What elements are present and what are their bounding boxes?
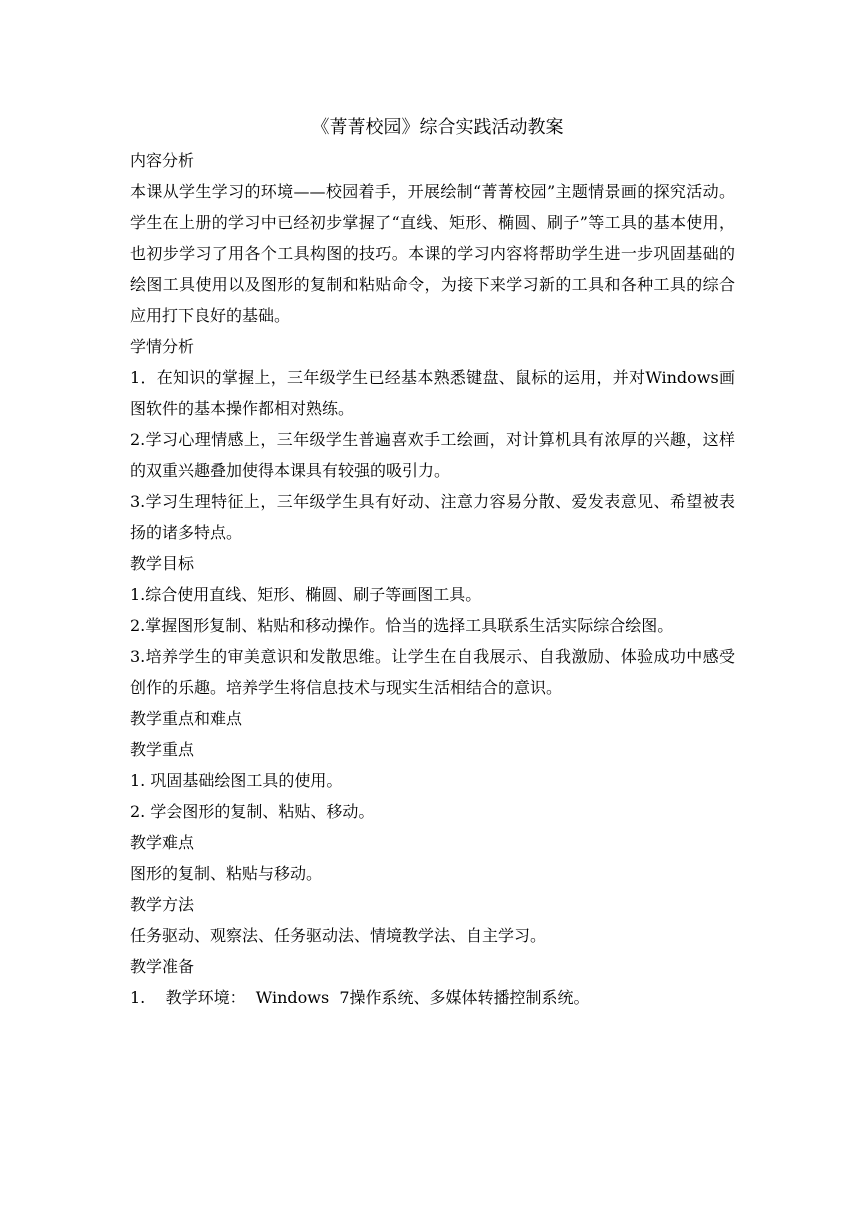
paragraph: 2.掌握图形复制、粘贴和移动操作。恰当的选择工具联系生活实际综合绘图。 [130,616,674,635]
paragraph: 图形的复制、粘贴与移动。 [130,864,323,883]
paragraph: 1. 教学环境： Windows 7操作系统、多媒体转播控制系统。 [130,988,590,1007]
subsection-heading: 教学重点 [130,740,195,759]
paragraph: 本课从学生学习的环境——校园着手，开展绘制“菁菁校园”主题情景画的探究活动。学生在上册的学习中已经初步掌握了“直线、矩形、椭圆、刷子”等工具的基本使用，也初步学习了用各个工具构图的技巧。本课的学习内容将帮助学生进一步巩固基础的绘图工具使用以及图形的复制和粘贴命令，为接下来学习新的工具和各种工具的综合应用打下良好的基础。 [130,182,735,325]
paragraph: 3.培养学生的审美意识和发散思维。让学生在自我展示、自我激励、体验成功中感受创作的乐趣。培养学生将信息技术与现实生活相结合的意识。 [130,647,735,697]
section-heading: 教学重点和难点 [130,709,243,728]
paragraph: 1．在知识的掌握上，三年级学生已经基本熟悉键盘、鼠标的运用，并对Windows画图软件的基本操作都相对熟练。 [130,368,735,418]
subsection-heading: 教学难点 [130,833,195,852]
document-body [130,111,735,1013]
page-title: 《菁菁校园》综合实践活动教案 [311,117,564,138]
paragraph: 1. 巩固基础绘图工具的使用。 [130,771,343,790]
paragraph: 2. 学会图形的复制、粘贴、移动。 [130,802,375,821]
section-heading: 内容分析 [130,151,195,170]
paragraph: 任务驱动、观察法、任务驱动法、情境教学法、自主学习。 [130,926,547,945]
section-heading: 教学准备 [130,957,195,976]
paragraph: 2.学习心理情感上，三年级学生普遍喜欢手工绘画，对计算机具有浓厚的兴趣，这样的双重兴趣叠加使得本课具有较强的吸引力。 [130,430,735,480]
section-heading: 教学方法 [130,895,195,914]
section-heading: 教学目标 [130,554,195,573]
paragraph: 3.学习生理特征上，三年级学生具有好动、注意力容易分散、爱发表意见、希望被表扬的诸多特点。 [130,492,735,542]
section-heading: 学情分析 [130,337,195,356]
paragraph: 1.综合使用直线、矩形、椭圆、刷子等画图工具。 [130,585,482,604]
